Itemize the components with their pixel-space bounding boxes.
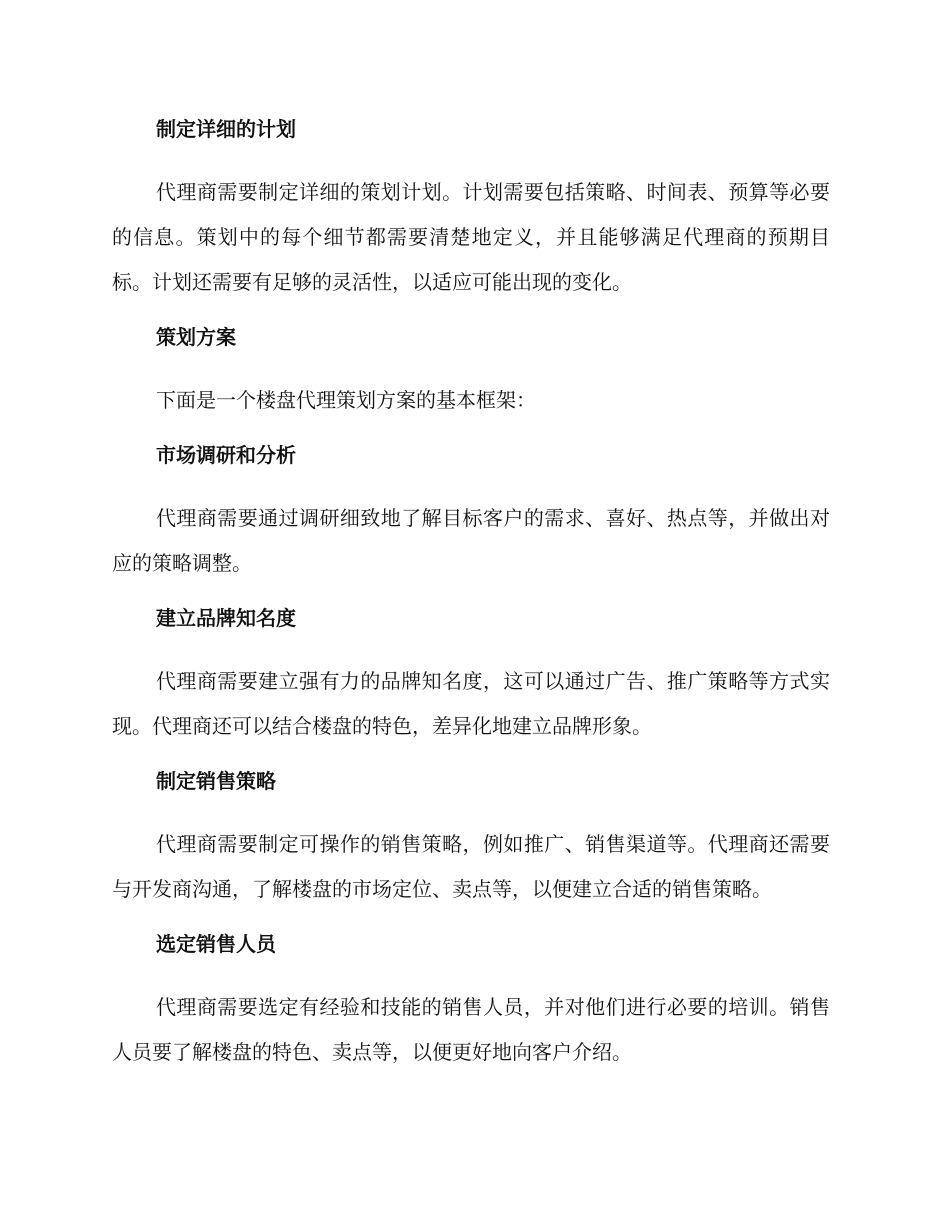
section-paragraph-detailed-plan: 代理商需要制定详细的策划计划。计划需要包括策略、时间表、预算等必要的信息。策划中的每个细节都需要清楚地定义，并且能够满足代理商的预期目标。计划还需要有足够的灵活性，以适应可能出现的变化。 — [112, 180, 830, 294]
section-heading-market-research: 市场调研和分析 — [156, 443, 296, 467]
section-paragraph-plan-proposal: 下面是一个楼盘代理策划方案的基本框架： — [156, 388, 536, 412]
section-paragraph-sales-strategy: 代理商需要制定可操作的销售策略，例如推广、销售渠道等。代理商还需要与开发商沟通，了解楼盘的市场定位、卖点等，以便建立合适的销售策略。 — [112, 832, 830, 901]
section-paragraph-market-research: 代理商需要通过调研细致地了解目标客户的需求、喜好、热点等，并做出对应的策略调整。 — [112, 506, 830, 575]
section-heading-detailed-plan: 制定详细的计划 — [156, 117, 296, 141]
section-heading-sales-strategy: 制定销售策略 — [156, 769, 276, 793]
section-heading-sales-staff: 选定销售人员 — [156, 932, 276, 956]
section-paragraph-sales-staff: 代理商需要选定有经验和技能的销售人员，并对他们进行必要的培训。销售人员要了解楼盘的特色、卖点等，以便更好地向客户介绍。 — [112, 995, 830, 1064]
section-paragraph-brand-awareness: 代理商需要建立强有力的品牌知名度，这可以通过广告、推广策略等方式实现。代理商还可以结合楼盘的特色，差异化地建立品牌形象。 — [112, 669, 830, 738]
section-heading-plan-proposal: 策划方案 — [156, 325, 236, 349]
section-heading-brand-awareness: 建立品牌知名度 — [156, 606, 296, 630]
